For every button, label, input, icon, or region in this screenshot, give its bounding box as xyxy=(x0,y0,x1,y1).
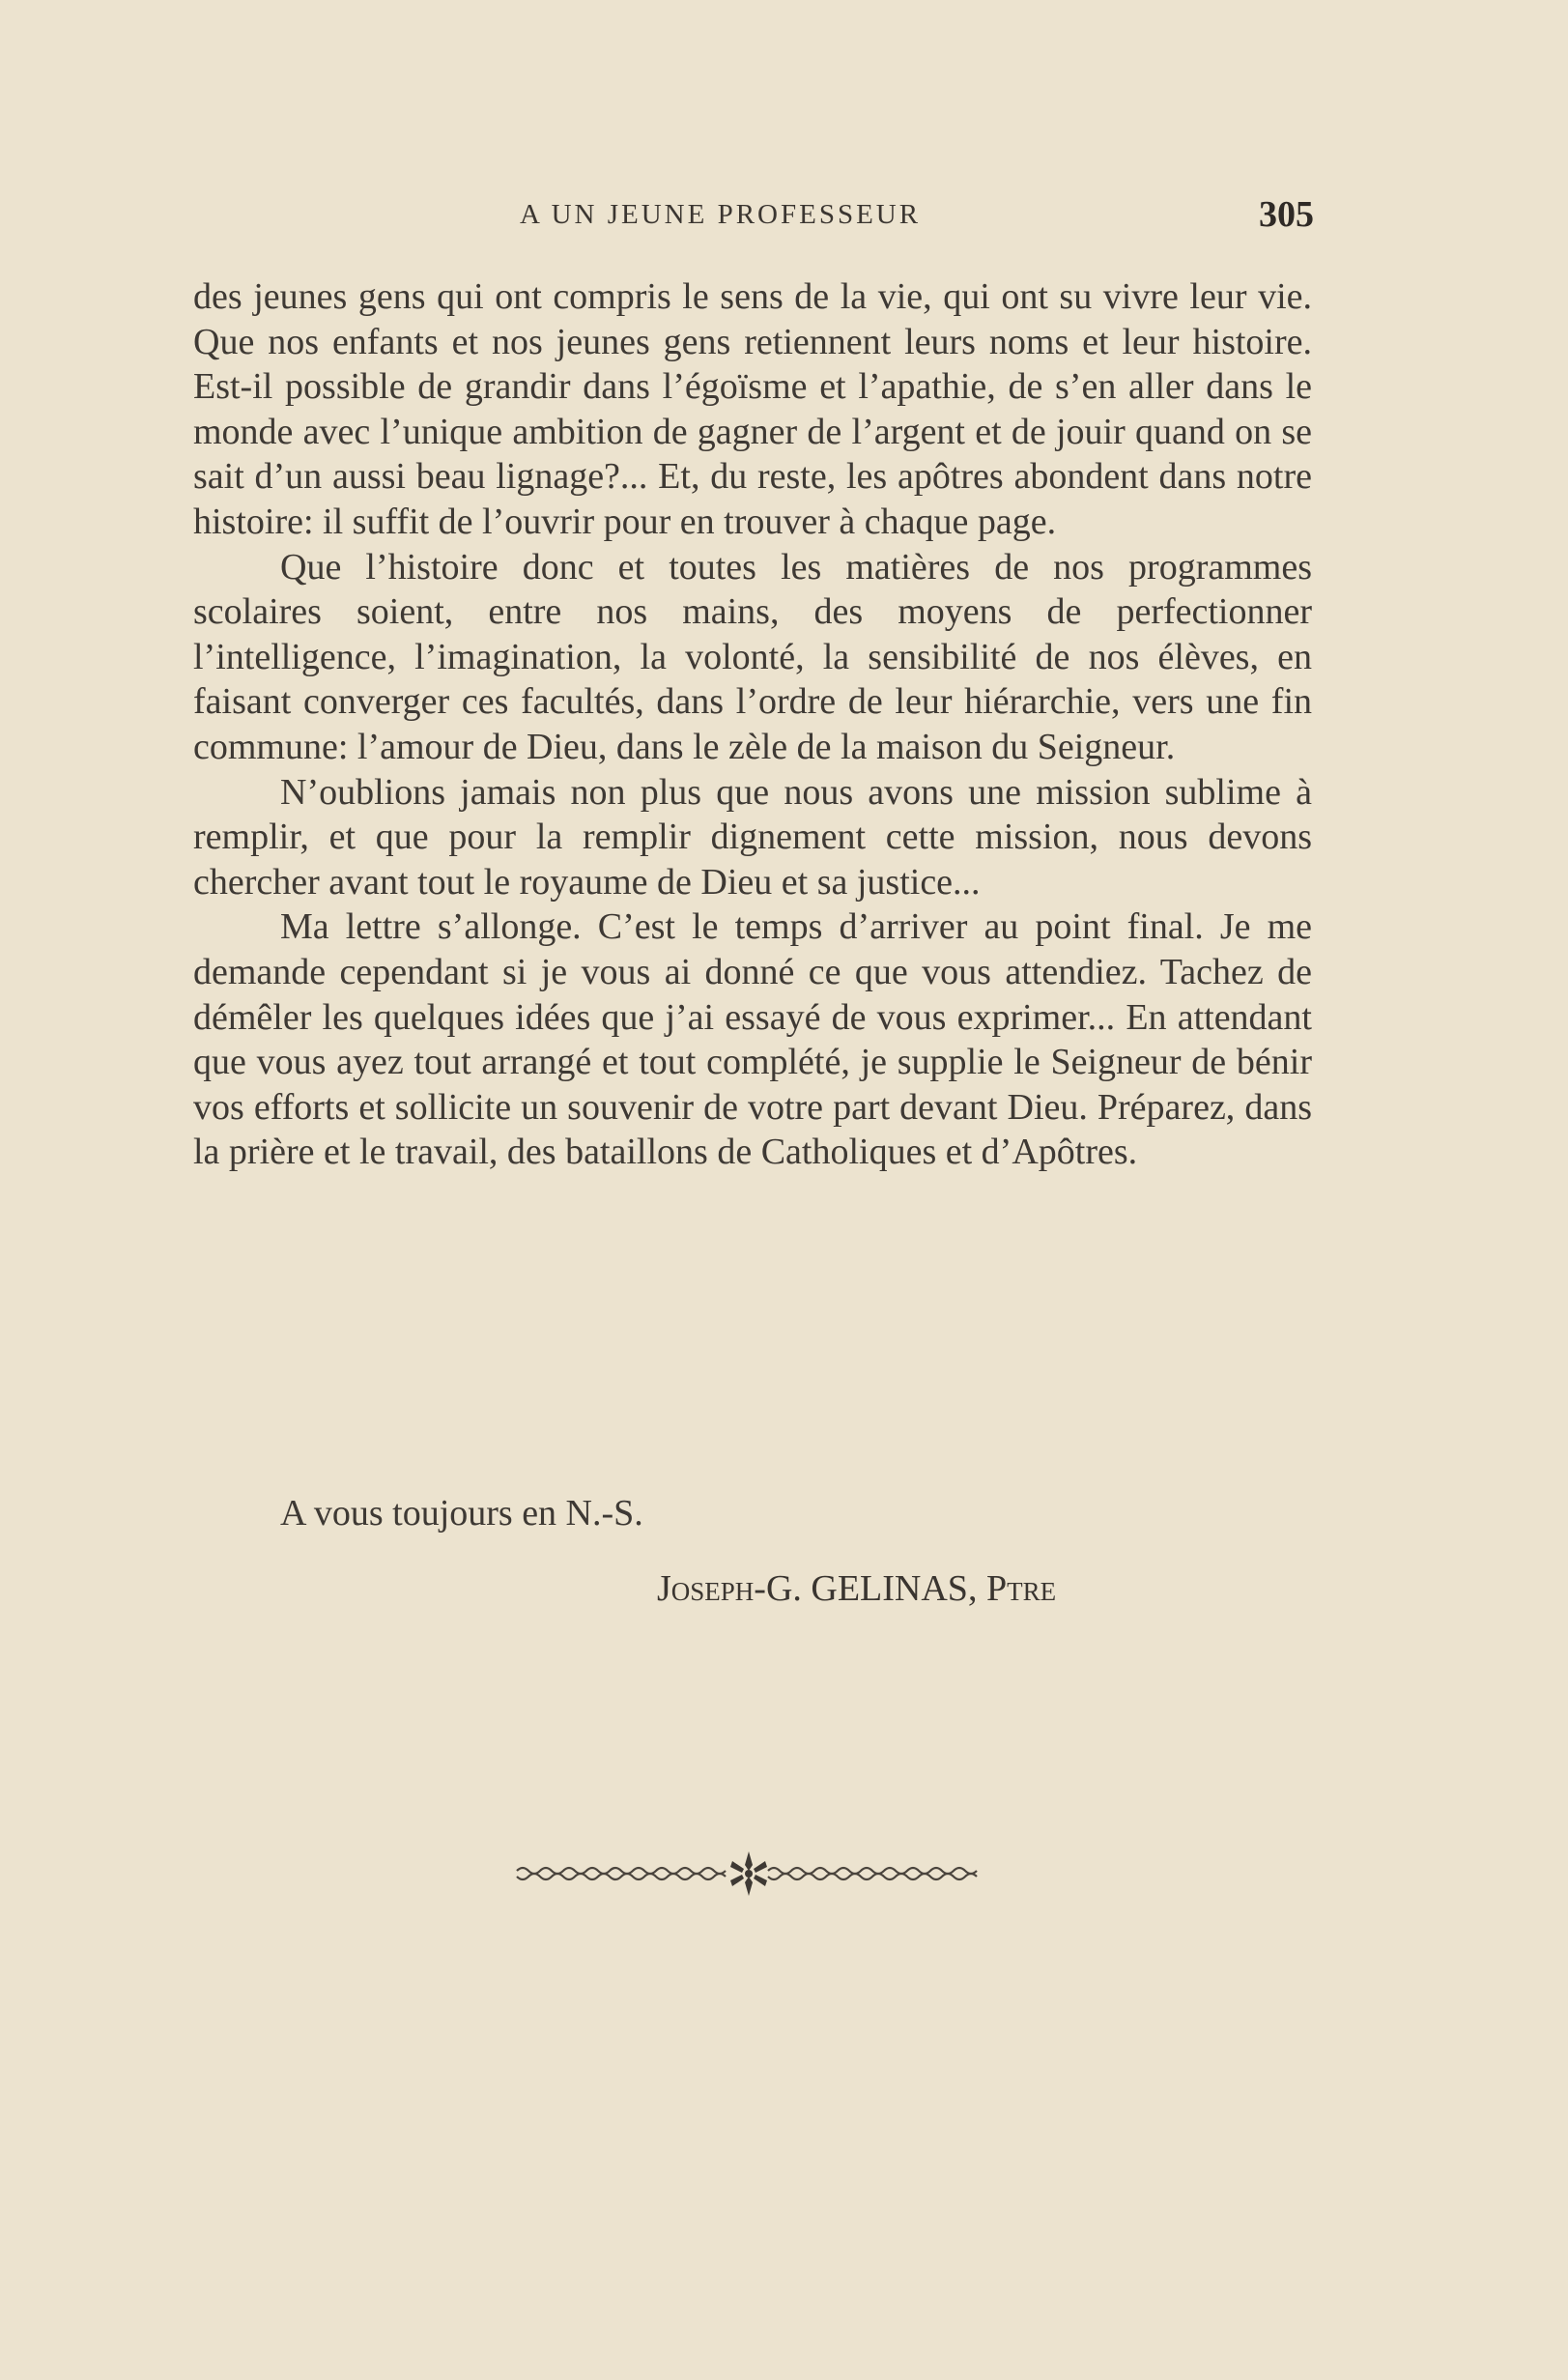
body-text xyxy=(193,274,1312,1175)
paragraph-mission: N’oublions jamais non plus que nous avons une mission sublime à remplir, et que pour la remplir dignement cette mission, nous devons chercher avant tout le royaume de Dieu et sa justice... xyxy=(193,771,1312,903)
running-title: A UN JEUNE PROFESSEUR xyxy=(520,199,922,230)
paragraph-continuation: des jeunes gens qui ont compris le sens de la vie, qui ont su vivre leur vie. Que nos enfants et nos jeunes gens retiennent leurs noms et leur histoire. Est-il possible de grandir dans l’égoïsme et l’apathie, de s’en aller dans le monde avec l’unique ambition de gagner de l’argent et de jouir quand on se sait d’un aussi beau lignage?... Et, du reste, les apôtres abondent dans notre histoire: il suffit de l’ouvrir pour en trouver à chaque page. xyxy=(193,276,1312,542)
signature: Joseph-G. GELINAS, Ptre xyxy=(657,1568,1057,1609)
page-number: 305 xyxy=(1259,194,1314,235)
paragraph-closing-letter: Ma lettre s’allonge. C’est le temps d’arriver au point final. Je me demande cependant si je vous ai donné ce que vous attendiez. Tachez de démêler les quelques idées que j’ai essayé de vous exprimer... En attendant que vous ayez tout arrangé et tout complété, je supplie le Seigneur de bénir vos efforts et sollicite un souvenir de votre part devant Dieu. Préparez, dans la prière et le travail, des bataillons de Catholiques et d’Apôtres. xyxy=(193,906,1312,1173)
scroll-divider-ornament-icon xyxy=(512,1844,985,1902)
closing-salutation: A vous toujours en N.-S. xyxy=(280,1493,643,1534)
paragraph-history: Que l’histoire donc et toutes les matières de nos programmes scolaires soient, entre nos mains, des moyens de perfectionner l’intelligence, l’imagination, la volonté, la sensibilité de nos élèves, en faisant converger ces facultés, dans l’ordre de leur hiérarchie, vers une fin commune: l’amour de Dieu, dans le zèle de la maison du Seigneur. xyxy=(193,546,1312,767)
running-head xyxy=(193,193,1314,242)
